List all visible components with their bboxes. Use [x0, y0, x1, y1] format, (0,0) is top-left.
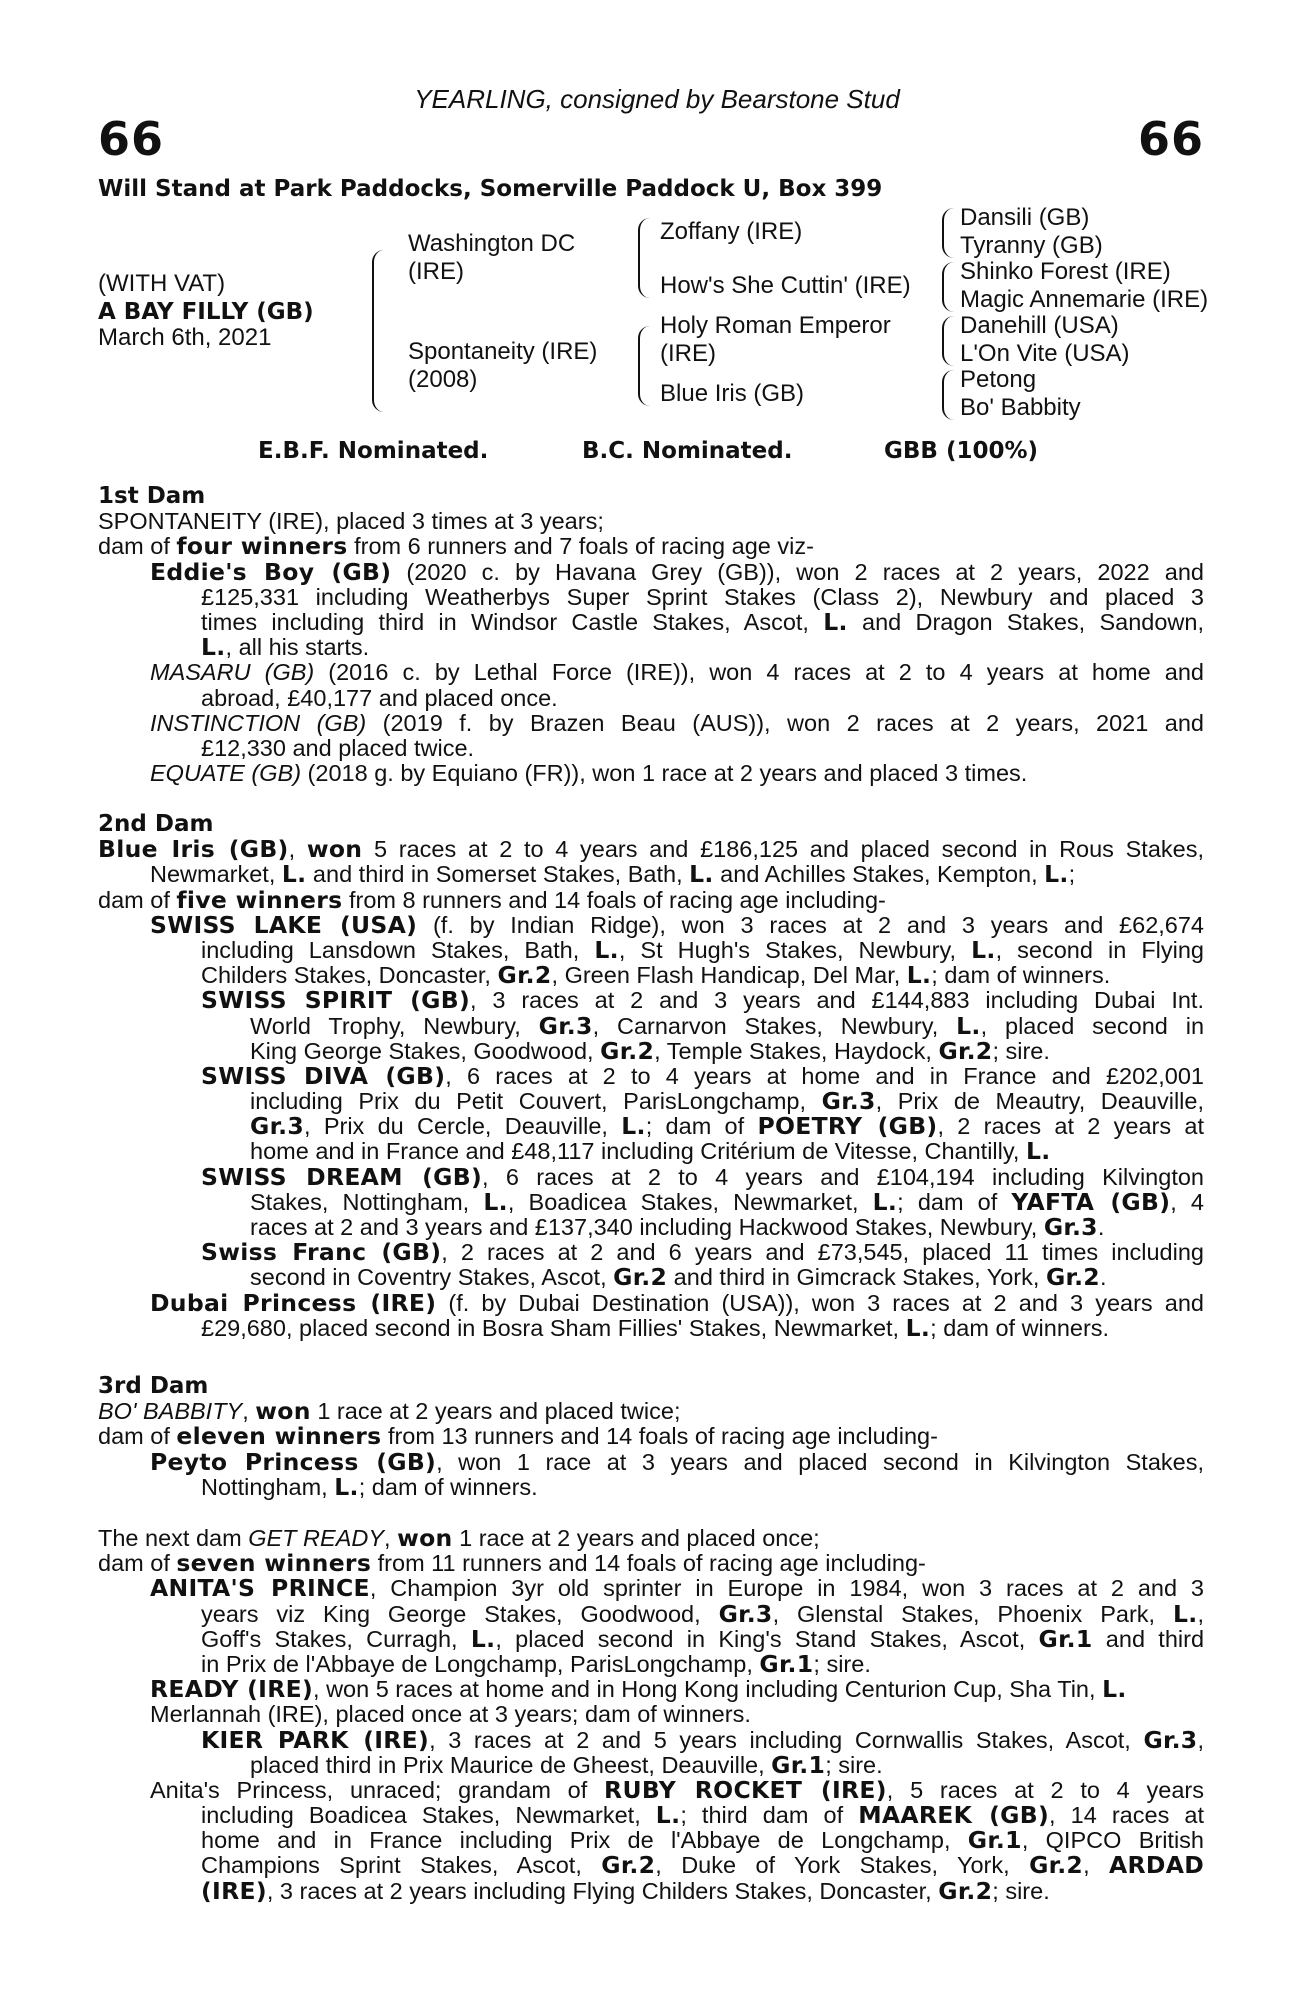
text-fragment: ; third dam of: [680, 1802, 859, 1829]
text-fragment: (2019 f. by Brazen Beau (AUS)), won 2 races at 2 years, 2021 and: [366, 709, 1204, 736]
text-fragment: (IRE): [201, 1876, 267, 1905]
text-fragment: Gr.1: [759, 1649, 814, 1678]
text-fragment: home and in France and £48,117 including Critérium de Vitesse, Chantilly,: [250, 1138, 1026, 1165]
text-fragment: Gr.2: [613, 1263, 668, 1292]
produce-record: [98, 988, 1204, 1013]
text-fragment: L.: [971, 935, 996, 964]
text-fragment: races at 2 and 3 years and £137,340 including Hackwood Stakes, Newbury,: [250, 1214, 1044, 1240]
ebf-nomination: E.B.F. Nominated.: [258, 438, 489, 464]
text-fragment: Gr.2: [497, 961, 552, 990]
dd-sire: Petong: [960, 366, 1037, 393]
text-fragment: ; dam of: [645, 1113, 758, 1140]
text-fragment: Gr.2: [938, 1876, 993, 1905]
first-dam-section: [98, 484, 1204, 786]
text-fragment: placed third in Prix Maurice de Gheest, Deauville,: [250, 1751, 772, 1778]
text-fragment: home and in France including Prix de l'Abbaye de Longchamp,: [201, 1827, 968, 1854]
produce-record-cont: [98, 1187, 1204, 1216]
text-fragment: including Prix du Petit Couvert, ParisLongchamp,: [250, 1088, 822, 1115]
dd-dam: Bo' Babbity: [960, 394, 1081, 421]
lot-number-left: 66: [98, 112, 165, 166]
text-fragment: Dubai Princess (IRE): [150, 1288, 437, 1317]
text-fragment: second in Coventry Stakes, Ascot,: [250, 1264, 614, 1291]
text-fragment: L.: [1102, 1675, 1127, 1704]
text-fragment: , 5 races at 2 to 4 years: [886, 1776, 1204, 1803]
text-fragment: Gr.1: [967, 1826, 1022, 1855]
text-fragment: GET READY: [248, 1525, 385, 1551]
section-heading: 1st Dam: [98, 483, 206, 509]
text-fragment: ; sire.: [813, 1650, 871, 1677]
text-fragment: Gr.1: [771, 1750, 826, 1779]
produce-record: Merlannah (IRE), placed once at 3 years; dam of winners.: [150, 1701, 751, 1728]
text-fragment: Gr.2: [938, 1036, 993, 1065]
produce-record: [98, 910, 1204, 939]
text-fragment: , St Hugh's Stakes, Newbury,: [618, 936, 972, 963]
dam-summary: SPONTANEITY (IRE), placed 3 times at 3 years;: [98, 508, 604, 535]
text-fragment: dam of: [98, 886, 177, 913]
text-fragment: (2016 c. by Lethal Force (IRE)), won 4 races at 2 to 4 years at home and: [314, 659, 1204, 686]
text-fragment: INSTINCTION (GB): [150, 709, 367, 736]
text-fragment: L.: [621, 1112, 646, 1141]
text-fragment: Nottingham,: [201, 1473, 335, 1500]
text-fragment: and Dragon Stakes, Sandown,: [847, 608, 1204, 635]
ds-sire: Danehill (USA): [960, 312, 1119, 339]
text-fragment: , 4: [1170, 1188, 1204, 1215]
text-fragment: times including third in Windsor Castle Stakes, Ascot,: [201, 608, 824, 635]
text-fragment: YAFTA (GB): [1011, 1187, 1171, 1216]
text-fragment: POETRY (GB): [757, 1112, 938, 1141]
section-heading: 3rd Dam: [98, 1373, 209, 1399]
text-fragment: L.: [906, 961, 932, 990]
produce-record-cont: [98, 1624, 1205, 1653]
text-fragment: SWISS DREAM (GB): [201, 1162, 482, 1191]
produce-record: [98, 1061, 1204, 1090]
text-fragment: (2018 g. by Equiano (FR)), won 1 race at 2 years and placed 3 times.: [301, 760, 1028, 787]
produce-record: [98, 761, 1204, 786]
produce-record-cont: [98, 1876, 1204, 1905]
text-fragment: Anita's Princess, unraced; grandam of: [150, 1776, 605, 1803]
produce-record: [98, 1162, 1204, 1191]
produce-record: [98, 660, 1204, 685]
produce-record-cont: [98, 1803, 1204, 1828]
text-fragment: Eddie's Boy (GB): [150, 557, 392, 586]
dam-line2: (2008): [408, 366, 478, 393]
dam-dam: Blue Iris (GB): [660, 380, 805, 407]
section-heading: 2nd Dam: [98, 811, 214, 837]
text-fragment: , all his starts.: [225, 634, 370, 661]
gbb-status: GBB (100%): [884, 438, 1039, 464]
text-fragment: L.: [334, 1472, 359, 1501]
brace-ds: [942, 316, 956, 366]
text-fragment: , Prix du Cercle, Deauville,: [304, 1113, 622, 1140]
produce-record-cont: [98, 1089, 1204, 1114]
text-fragment: five winners: [176, 885, 343, 914]
text-fragment: Swiss Franc (GB): [201, 1238, 442, 1267]
produce-record-cont: [98, 1036, 1204, 1065]
produce-record: [98, 711, 1204, 736]
foaling-date: March 6th, 2021: [98, 324, 272, 351]
text-fragment: dam of: [98, 1550, 177, 1577]
dam-summary-cont: [98, 862, 1204, 887]
text-fragment: L.: [1025, 1137, 1051, 1166]
text-fragment: won: [306, 835, 363, 864]
text-fragment: Gr.3: [1043, 1213, 1098, 1241]
text-fragment: , 6 races at 2 to 4 years at home and in France and £202,001: [445, 1062, 1204, 1089]
text-fragment: , Champion 3yr old sprinter in Europe in 1984, won 3 races at 2 and 3: [369, 1575, 1204, 1602]
text-fragment: Gr.1: [1038, 1624, 1093, 1653]
text-fragment: won: [397, 1524, 453, 1552]
text-fragment: Blue Iris (GB): [98, 835, 289, 864]
text-fragment: , placed second in: [980, 1012, 1205, 1039]
produce-record-cont: [98, 1828, 1204, 1853]
text-fragment: The next dam: [98, 1525, 249, 1551]
sire-line2: (IRE): [408, 258, 464, 285]
produce-record-cont: [98, 1114, 1204, 1139]
produce-record-cont: abroad, £40,177 and placed once.: [201, 684, 558, 711]
dam-sire-line2: (IRE): [660, 340, 716, 367]
produce-record: [98, 1447, 1205, 1476]
next-dam-section: [98, 1526, 1204, 1904]
stand-location: Will Stand at Park Paddocks, Somerville Paddock U, Box 399: [98, 176, 883, 202]
horse-name: A BAY FILLY (GB): [98, 299, 314, 325]
text-fragment: including Lansdown Stakes, Bath,: [201, 936, 595, 963]
dam-line1: Spontaneity (IRE): [408, 338, 598, 365]
text-fragment: L.: [201, 633, 226, 662]
text-fragment: 1 race at 2 years and placed once;: [452, 1525, 820, 1551]
text-fragment: SWISS LAKE (USA): [150, 910, 418, 939]
produce-record-cont: [98, 1853, 1204, 1878]
produce-record-cont: £12,330 and placed twice.: [201, 734, 475, 761]
brace-gen1: [372, 250, 386, 412]
ss-dam: Tyranny (GB): [960, 232, 1103, 259]
text-fragment: World Trophy, Newbury,: [250, 1012, 539, 1039]
text-fragment: and third in Gimcrack Stakes, York,: [667, 1264, 1046, 1291]
text-fragment: from 6 runners and 7 foals of racing age viz-: [347, 533, 814, 560]
text-fragment: L.: [905, 1313, 931, 1342]
text-fragment: and Achilles Stakes, Kempton,: [713, 861, 1045, 888]
text-fragment: , 2 races at 2 and 6 years and £73,545, placed 11 times including: [441, 1239, 1204, 1266]
text-fragment: ,: [288, 836, 307, 863]
text-fragment: , won 5 races at home and in Hong Kong including Centurion Cup, Sha Tin,: [313, 1676, 1103, 1703]
text-fragment: L.: [1172, 1599, 1198, 1628]
sire-sire: Zoffany (IRE): [660, 218, 803, 245]
text-fragment: , Glenstal Stakes, Phoenix Park,: [772, 1600, 1173, 1627]
produce-record: [98, 1240, 1204, 1265]
produce-record: [98, 1775, 1204, 1804]
dam-summary: [98, 1399, 1204, 1424]
text-fragment: , Prix de Meautry, Deauville,: [875, 1088, 1204, 1115]
text-fragment: ,: [242, 1398, 256, 1425]
produce-record-cont: [98, 1139, 1204, 1164]
text-fragment: SWISS DIVA (GB): [201, 1061, 446, 1090]
text-fragment: in Prix de l'Abbaye de Longchamp, ParisLongchamp,: [201, 1650, 760, 1677]
text-fragment: Gr.3: [538, 1011, 593, 1040]
produce-record-cont: [98, 607, 1204, 636]
text-fragment: dam of: [98, 1423, 177, 1450]
text-fragment: Gr.2: [1045, 1263, 1100, 1292]
text-fragment: Peyto Princess (GB): [150, 1447, 437, 1476]
text-fragment: Stakes, Nottingham,: [250, 1188, 484, 1215]
text-fragment: , second in Flying: [995, 936, 1204, 963]
text-fragment: dam of: [98, 533, 177, 560]
text-fragment: , Temple Stakes, Haydock,: [654, 1037, 939, 1064]
text-fragment: £29,680, placed second in Bosra Sham Fillies' Stakes, Newmarket,: [201, 1314, 906, 1341]
text-fragment: (2020 c. by Havana Grey (GB)), won 2 races at 2 years, 2022 and: [391, 558, 1204, 585]
produce-record-cont: [98, 1011, 1205, 1040]
text-fragment: .: [1097, 1214, 1105, 1240]
second-dam-section: [98, 812, 1204, 1341]
text-fragment: including Boadicea Stakes, Newmarket,: [201, 1802, 656, 1829]
brace-ss: [942, 208, 956, 258]
text-fragment: L.: [281, 860, 307, 889]
text-fragment: ; dam of winners.: [931, 962, 1111, 989]
text-fragment: years viz King George Stakes, Goodwood,: [201, 1600, 719, 1627]
text-fragment: 5 races at 2 to 4 years and £186,125 and placed second in Rous Stakes,: [362, 836, 1204, 863]
text-fragment: from 8 runners and 14 foals of racing age including-: [342, 886, 886, 913]
text-fragment: , 3 races at 2 and 3 years and £144,883 including Dubai Int.: [469, 987, 1204, 1014]
text-fragment: ,: [1197, 1600, 1204, 1627]
text-fragment: Gr.3: [1143, 1725, 1198, 1754]
third-dam-section: [98, 1374, 1204, 1500]
text-fragment: RUBY ROCKET (IRE): [604, 1775, 887, 1804]
text-fragment: , Carnarvon Stakes, Newbury,: [592, 1012, 957, 1039]
text-fragment: and third: [1092, 1625, 1205, 1652]
text-fragment: L.: [594, 935, 619, 964]
dam-summary: [98, 837, 1204, 862]
text-fragment: ; dam of winners.: [930, 1314, 1110, 1341]
text-fragment: L.: [1044, 860, 1069, 889]
text-fragment: , 14 races at: [1049, 1802, 1204, 1829]
dam-summary: [98, 1526, 1204, 1551]
text-fragment: ; dam of: [897, 1188, 1012, 1215]
text-fragment: seven winners: [176, 1549, 372, 1578]
text-fragment: , Duke of York Stakes, York,: [655, 1852, 1030, 1879]
text-fragment: , 3 races at 2 years including Flying Childers Stakes, Doncaster,: [266, 1877, 939, 1904]
text-fragment: ; dam of winners.: [358, 1473, 538, 1500]
text-fragment: (f. by Indian Ridge), won 3 races at 2 and 3 years and £62,674: [417, 911, 1204, 938]
produce-summary: [98, 885, 1204, 914]
text-fragment: ,: [384, 1525, 398, 1551]
produce-record-cont: [98, 1313, 1204, 1342]
text-fragment: ; sire.: [992, 1877, 1050, 1904]
text-fragment: Childers Stakes, Doncaster,: [201, 962, 498, 989]
text-fragment: (f. by Dubai Destination (USA)), won 3 races at 2 and 3 years and: [436, 1289, 1204, 1316]
text-fragment: ;: [1068, 861, 1076, 888]
text-fragment: eleven winners: [176, 1422, 382, 1451]
text-fragment: four winners: [176, 532, 348, 561]
produce-record: [98, 1725, 1204, 1754]
text-fragment: L.: [483, 1187, 508, 1216]
text-fragment: Goff's Stakes, Curragh,: [201, 1625, 471, 1652]
text-fragment: Gr.3: [821, 1087, 876, 1116]
brace-sd: [942, 262, 956, 312]
text-fragment: , 3 races at 2 and 5 years including Cornwallis Stakes, Ascot,: [429, 1726, 1144, 1753]
text-fragment: Gr.3: [250, 1112, 305, 1141]
text-fragment: L.: [956, 1011, 981, 1040]
text-fragment: Gr.2: [1029, 1851, 1084, 1880]
text-fragment: won: [255, 1397, 311, 1426]
produce-record-cont: [98, 1215, 1204, 1240]
produce-record-cont: [98, 963, 1204, 988]
sd-dam: Magic Annemarie (IRE): [960, 286, 1209, 313]
text-fragment: Champions Sprint Stakes, Ascot,: [201, 1852, 602, 1879]
produce-record-cont: [98, 1649, 1204, 1678]
produce-record: [98, 1288, 1204, 1317]
text-fragment: MAAREK (GB): [858, 1801, 1050, 1830]
text-fragment: ,: [1197, 1726, 1204, 1753]
text-fragment: READY (IRE): [150, 1675, 314, 1704]
text-fragment: Gr.2: [600, 1036, 655, 1065]
sire-dam: How's She Cuttin' (IRE): [660, 272, 911, 299]
text-fragment: , placed second in King's Stand Stakes, Ascot,: [495, 1625, 1039, 1652]
produce-record-cont: [98, 635, 1204, 660]
text-fragment: ANITA'S PRINCE: [150, 1574, 370, 1603]
text-fragment: from 13 runners and 14 foals of racing age including-: [381, 1423, 938, 1450]
text-fragment: EQUATE (GB): [150, 760, 302, 787]
text-fragment: L.: [689, 860, 714, 889]
produce-record-cont: [98, 1265, 1204, 1290]
text-fragment: King George Stakes, Goodwood,: [250, 1037, 601, 1064]
text-fragment: , 2 races at 2 years at: [937, 1113, 1204, 1140]
text-fragment: L.: [470, 1624, 496, 1653]
text-fragment: , won 1 race at 3 years and placed second in Kilvington Stakes,: [436, 1448, 1205, 1475]
dam-sire-line1: Holy Roman Emperor: [660, 312, 891, 339]
vat-label: (WITH VAT): [98, 270, 226, 297]
text-fragment: 1 race at 2 years and placed twice;: [310, 1398, 681, 1425]
bc-nomination: B.C. Nominated.: [582, 438, 793, 464]
text-fragment: ; sire.: [992, 1037, 1050, 1064]
produce-summary: [98, 1424, 1204, 1449]
lot-subtitle: YEARLING, consigned by Bearstone Stud: [414, 84, 900, 114]
lot-number-right: 66: [1137, 112, 1204, 166]
brace-sire: [638, 218, 652, 298]
produce-summary: [98, 534, 1204, 559]
text-fragment: ,: [1083, 1852, 1110, 1879]
produce-record: [98, 1576, 1204, 1601]
produce-record-cont: £125,331 including Weatherbys Super Sprint Stakes (Class 2), Newbury and placed 3: [201, 583, 1204, 610]
text-fragment: , Boadicea Stakes, Newmarket,: [507, 1188, 873, 1215]
produce-record-cont: [98, 1750, 1204, 1779]
text-fragment: L.: [655, 1801, 681, 1830]
text-fragment: .: [1099, 1264, 1107, 1291]
text-fragment: MASARU (GB): [150, 659, 315, 686]
text-fragment: L.: [823, 607, 848, 636]
sd-sire: Shinko Forest (IRE): [960, 258, 1171, 285]
produce-summary: [98, 1551, 1204, 1576]
text-fragment: , 6 races at 2 to 4 years and £104,194 including Kilvington: [482, 1163, 1204, 1190]
text-fragment: and third in Somerset Stakes, Bath,: [306, 861, 690, 888]
text-fragment: , QIPCO British: [1021, 1827, 1204, 1854]
ds-dam: L'On Vite (USA): [960, 340, 1130, 367]
text-fragment: , Green Flash Handicap, Del Mar,: [551, 962, 907, 989]
text-fragment: Gr.2: [601, 1851, 656, 1880]
produce-record: [98, 1677, 1204, 1702]
text-fragment: BO' BABBITY: [98, 1398, 243, 1425]
text-fragment: ARDAD: [1109, 1851, 1204, 1880]
text-fragment: KIER PARK (IRE): [201, 1725, 430, 1754]
brace-dd: [942, 370, 956, 420]
produce-record-cont: [98, 935, 1204, 964]
produce-record: [98, 557, 1204, 586]
produce-record-cont: [98, 1472, 1204, 1501]
text-fragment: Newmarket,: [150, 861, 282, 888]
text-fragment: from 11 runners and 14 foals of racing age including-: [371, 1550, 926, 1577]
ss-sire: Dansili (GB): [960, 204, 1090, 231]
text-fragment: Gr.3: [718, 1599, 773, 1628]
brace-dam: [638, 326, 652, 406]
produce-record-cont: [98, 1599, 1204, 1628]
sire-line1: Washington DC: [408, 230, 576, 257]
text-fragment: L.: [872, 1187, 898, 1216]
text-fragment: SWISS SPIRIT (GB): [201, 986, 470, 1015]
text-fragment: ; sire.: [825, 1751, 883, 1778]
